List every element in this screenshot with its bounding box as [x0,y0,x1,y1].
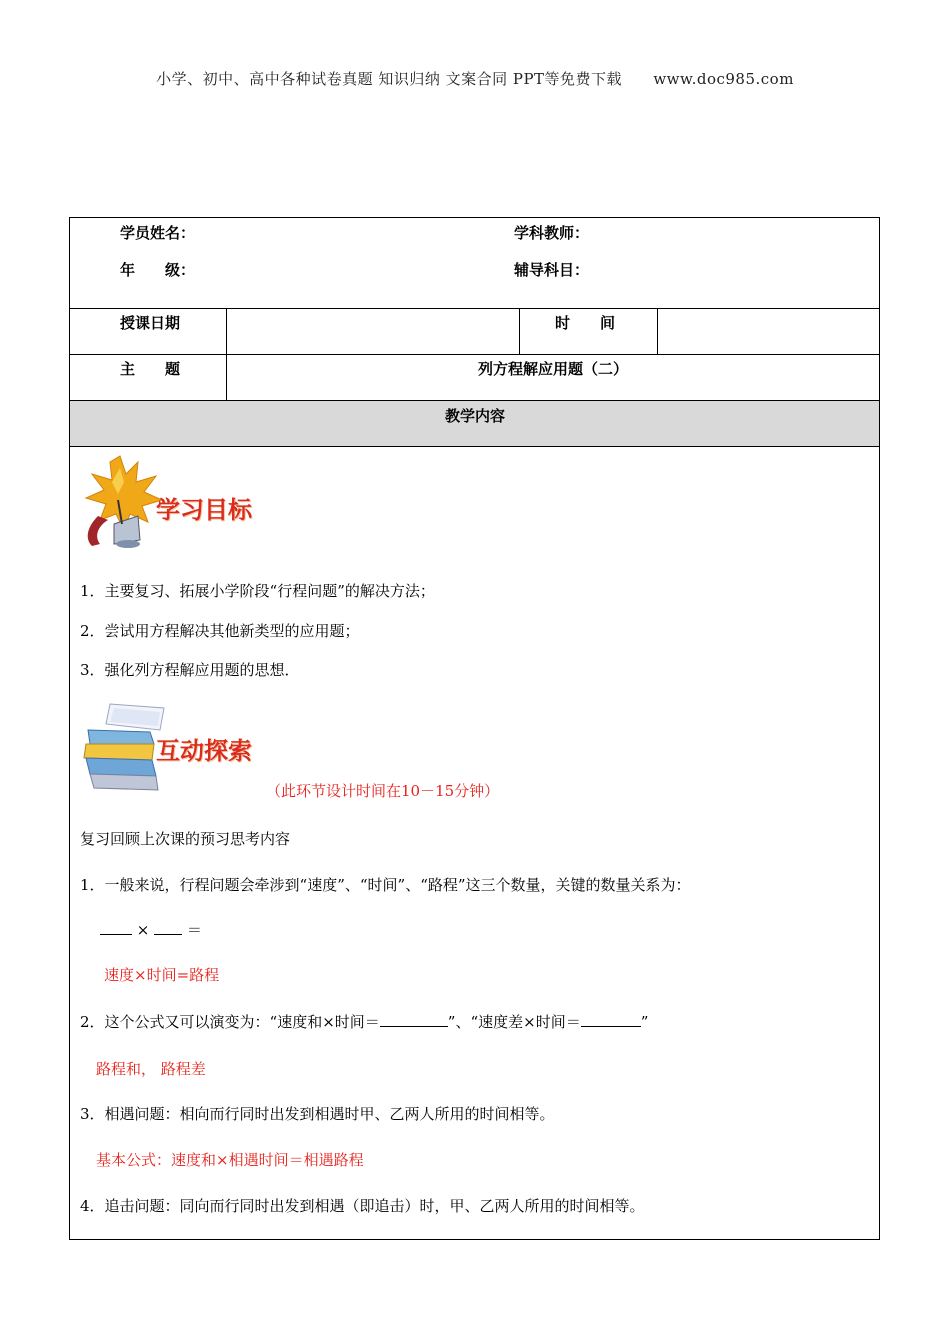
formula-blank-line [100,919,202,940]
grade-label: 年 级： [120,261,196,279]
col-divider [657,308,658,354]
books-stack-icon [80,700,168,796]
date-label: 授课日期 [120,314,181,332]
row-divider [70,446,879,447]
page-header [0,68,950,89]
blank-field [380,1012,448,1027]
col-divider [226,308,227,400]
answer-3: 基本公式：速度和×相遇时间＝相遇路程 [96,1151,364,1169]
question-2-part-a: 2．这个公式又可以演变为：“速度和×时间＝ [80,1013,380,1031]
subject-label: 辅导科目： [514,261,590,279]
topic-label: 主 题 [120,360,181,378]
row-divider [70,308,879,309]
question-3: 3．相遇问题：相向而行同时出发到相遇时甲、乙两人所用的时间相等。 [80,1105,555,1123]
explore-intro: 复习回顾上次课的预习思考内容 [80,830,291,848]
blank-field [100,920,132,935]
blank-field [154,920,182,935]
goal-item-3: 3．强化列方程解应用题的思想． [80,661,300,679]
answer-2: 路程和， 路程差 [96,1060,206,1078]
teacher-label: 学科教师： [514,224,590,242]
blank-field [581,1012,641,1027]
answer-1: 速度×时间=路程 [104,966,220,984]
time-label: 时 间 [555,314,616,332]
header-url: www.doc985.com [653,70,794,88]
header-text: 小学、初中、高中各种试卷真题 知识归纳 文案合同 PPT等免费下载 [156,70,623,88]
question-2 [80,1011,648,1032]
goals-banner-title: 学习目标 [156,496,252,524]
student-name-label: 学员姓名： [120,224,196,242]
col-divider [519,308,520,354]
question-2-part-c: ” [640,1013,649,1031]
times-sign: × [136,921,150,939]
maple-leaf-bell-icon [78,454,166,550]
row-divider [70,354,879,355]
question-4: 4．追击问题：同向而行同时出发到相遇（即追击）时，甲、乙两人所用的时间相等。 [80,1197,645,1215]
content-header: 教学内容 [444,407,505,425]
question-2-part-b: ”、“速度差×时间＝ [447,1013,581,1031]
lesson-sheet [69,217,880,1240]
goal-item-2: 2．尝试用方程解决其他新类型的应用题； [80,622,360,640]
explore-time-note: （此环节设计时间在10－15分钟） [266,782,500,800]
row-divider [70,400,879,401]
explore-banner-title: 互动探索 [156,737,252,765]
question-1: 1．一般来说，行程问题会牵涉到“速度”、“时间”、“路程”这三个数量，关键的数量关系为： [80,876,691,894]
goal-item-1: 1．主要复习、拓展小学阶段“行程问题”的解决方法； [80,582,435,600]
equals-sign: ＝ [186,921,202,939]
topic-value: 列方程解应用题（二） [477,360,628,378]
